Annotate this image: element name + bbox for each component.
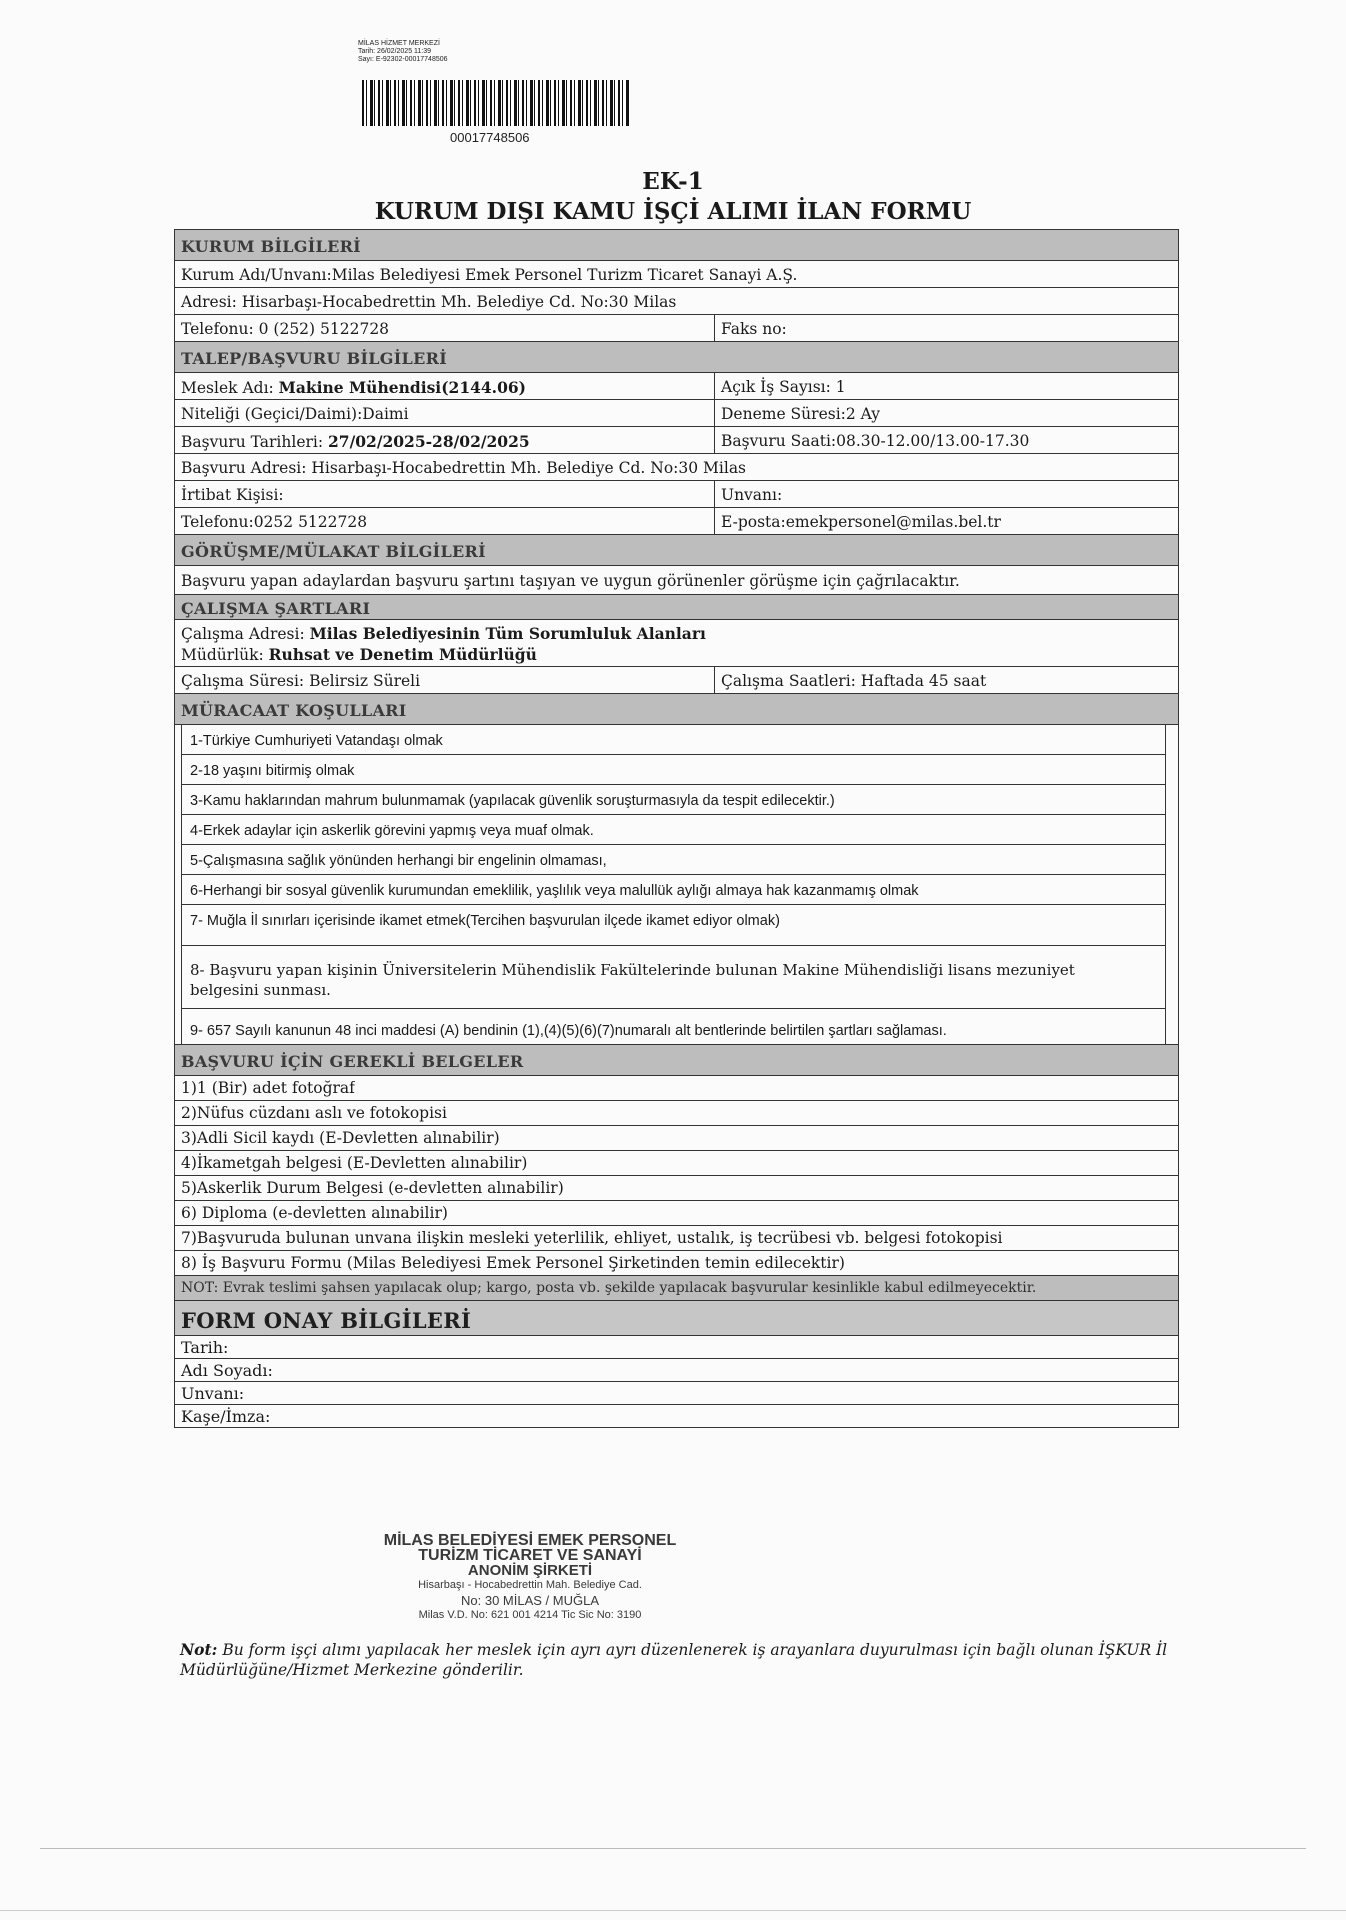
onay-tarih: Tarih:	[181, 1338, 229, 1357]
document-item: 5)Askerlik Durum Belgesi (e-devletten alınabilir)	[181, 1179, 564, 1197]
section-header-talep: TALEP/BAŞVURU BİLGİLERİ	[175, 342, 1178, 373]
form-title: KURUM DIŞI KAMU İŞÇİ ALIMI İLAN FORMU	[374, 198, 972, 225]
seal-line: Milas V.D. No: 621 001 4214 Tic Sic No: 3190	[418, 1609, 642, 1621]
condition-item: 8- Başvuru yapan kişinin Üniversitelerin Mühendislik Fakültelerinde bulunan Makine Mühendisliği lisans mezuniyet belgesini sunması.	[182, 946, 1165, 1009]
calisma-suresi: Çalışma Süresi: Belirsiz Süreli	[175, 667, 715, 693]
condition-item: 9- 657 Sayılı kanunun 48 inci maddesi (A) bendinin (1),(4)(5)(6)(7)numaralı alt bentlerinde belirtilen şartları sağlaması.	[190, 1023, 947, 1039]
announcement-form	[174, 229, 1179, 1428]
annex-title: EK-1	[642, 168, 704, 195]
footnote-label: Not:	[180, 1640, 218, 1659]
nitelik: Niteliği (Geçici/Daimi):Daimi	[175, 400, 715, 426]
section-header-belgeler: BAŞVURU İÇİN GEREKLİ BELGELER	[175, 1044, 1178, 1076]
document-item: 8) İş Başvuru Formu (Milas Belediyesi Emek Personel Şirketinden temin edilecektir)	[181, 1254, 845, 1272]
onay-kase: Kaşe/İmza:	[181, 1407, 271, 1426]
document-item: 1)1 (Bir) adet fotoğraf	[181, 1079, 355, 1097]
onay-adsoyad: Adı Soyadı:	[181, 1361, 273, 1380]
kurum-name: Kurum Adı/Unvanı:Milas Belediyesi Emek Personel Turizm Ticaret Sanayi A.Ş.	[181, 266, 798, 284]
section-header-muracaat: MÜRACAAT KOŞULLARI	[175, 694, 1178, 725]
documents-note: NOT: Evrak teslimi şahsen yapılacak olup; kargo, posta vb. şekilde yapılacak başvurular kesinlikle kabul edilmeyecektir.	[175, 1276, 1178, 1301]
seal-line: TURİZM TİCARET VE SANAYİ	[418, 1547, 642, 1564]
irtibat-kisisi: İrtibat Kişisi:	[175, 481, 715, 507]
barcode-number: 00017748506	[450, 130, 530, 145]
condition-item: 2-18 yaşını bitirmiş olmak	[182, 755, 1165, 785]
seal-line: Hisarbaşı - Hocabedrettin Mah. Belediye Cad.	[418, 1579, 642, 1591]
document-item: 4)İkametgah belgesi (E-Devletten alınabilir)	[181, 1154, 528, 1172]
deneme-suresi: Deneme Süresi:2 Ay	[721, 405, 880, 423]
seal-line: MİLAS BELEDİYESİ EMEK PERSONEL	[383, 1532, 677, 1549]
section-header-calisma: ÇALIŞMA ŞARTLARI	[175, 595, 1178, 620]
calisma-saatleri: Çalışma Saatleri: Haftada 45 saat	[721, 672, 987, 690]
mudurluk-label: Müdürlük:	[181, 646, 269, 664]
condition-item: 3-Kamu haklarından mahrum bulunmamak (yapılacak güvenlik soruşturmasıyla da tespit edilecektir.)	[182, 785, 1165, 815]
basvuru-tarihleri	[175, 427, 715, 453]
document-item: 6) Diploma (e-devletten alınabilir)	[181, 1204, 448, 1222]
kurum-address: Adresi: Hisarbaşı-Hocabedrettin Mh. Belediye Cd. No:30 Milas	[181, 293, 677, 311]
meslek-value: Makine Mühendisi(2144.06)	[278, 378, 526, 397]
seal-line: No: 30 MİLAS / MUĞLA	[461, 1593, 599, 1608]
calisma-adresi-value: Milas Belediyesinin Tüm Sorumluluk Alanları	[309, 624, 706, 643]
acik-is-sayisi: Açık İş Sayısı: 1	[721, 378, 846, 396]
condition-item: 6-Herhangi bir sosyal güvenlik kurumundan emeklilik, yaşlılık veya malullük aylığı almaya hak kazanmamış olmak	[182, 875, 1165, 905]
irtibat-eposta: E-posta:emekpersonel@milas.bel.tr	[721, 513, 1001, 531]
tarih-value: 27/02/2025-28/02/2025	[328, 432, 530, 451]
irtibat-telefon: Telefonu:0252 5122728	[175, 508, 715, 534]
mudurluk	[175, 643, 537, 666]
gorusme-text: Başvuru yapan adaylardan başvuru şartını taşıyan ve uygun görünenler görüşme için çağrılacaktır.	[181, 572, 960, 590]
kurum-fax: Faks no:	[721, 320, 787, 338]
approval-fields	[175, 1336, 1178, 1427]
condition-item: 4-Erkek adaylar için askerlik görevini yapmış veya muaf olmak.	[182, 815, 1165, 845]
footnote	[180, 1640, 1180, 1680]
section-header-kurum: KURUM BİLGİLERİ	[175, 230, 1178, 261]
irtibat-unvan: Unvanı:	[721, 486, 783, 504]
footnote-text: Bu form işçi alımı yapılacak her meslek için ayrı ayrı düzenlenerek iş arayanlara duyurulması için bağlı olunan İŞKUR İl Müdürlüğüne/Hizmet Merkezine gönderilir.	[180, 1641, 1168, 1679]
condition-item: 5-Çalışmasına sağlık yönünden herhangi bir engelinin olmaması,	[182, 845, 1165, 875]
tarih-label: Başvuru Tarihleri:	[181, 433, 329, 451]
seal-line: ANONİM ŞİRKETİ	[467, 1562, 593, 1579]
registry-number: Sayı: E-92302-00017748506	[358, 56, 448, 63]
section-header-gorusme: GÖRÜŞME/MÜLAKAT BİLGİLERİ	[175, 535, 1178, 566]
registry-office: MİLAS HİZMET MERKEZİ	[358, 40, 440, 47]
calisma-adresi-label: Çalışma Adresi:	[181, 625, 310, 643]
registry-date: Tarih: 26/02/2025 11:39	[358, 48, 432, 55]
company-seal	[350, 1533, 710, 1623]
onay-unvan: Unvanı:	[181, 1384, 245, 1403]
section-header-onay: FORM ONAY BİLGİLERİ	[175, 1301, 1178, 1336]
documents-list	[175, 1076, 1178, 1276]
meslek-field	[175, 373, 715, 399]
calisma-adresi	[175, 620, 706, 643]
basvuru-saati: Başvuru Saati:08.30-12.00/13.00-17.30	[721, 432, 1030, 450]
conditions-list	[181, 725, 1166, 1044]
document-item: 3)Adli Sicil kaydı (E-Devletten alınabilir)	[181, 1129, 500, 1147]
document-item: 2)Nüfus cüzdanı aslı ve fotokopisi	[181, 1104, 447, 1122]
document-item: 7)Başvuruda bulunan unvana ilişkin mesleki yeterlilik, ehliyet, ustalık, iş tecrübesi vb. belgesi fotokopisi	[181, 1229, 1003, 1247]
registry-stamp	[358, 40, 448, 64]
barcode	[362, 80, 630, 126]
basvuru-adresi: Başvuru Adresi: Hisarbaşı-Hocabedrettin Mh. Belediye Cd. No:30 Milas	[181, 459, 747, 477]
kurum-phone: Telefonu: 0 (252) 5122728	[175, 315, 715, 341]
scan-edge-line	[40, 1848, 1306, 1849]
meslek-label: Meslek Adı:	[181, 379, 279, 397]
condition-item: 7- Muğla İl sınırları içerisinde ikamet etmek(Tercihen başvurulan ilçede ikamet ediyor olmak)	[182, 905, 1165, 946]
mudurluk-value: Ruhsat ve Denetim Müdürlüğü	[268, 645, 537, 664]
condition-item: 1-Türkiye Cumhuriyeti Vatandaşı olmak	[182, 725, 1165, 755]
scan-edge-line	[0, 1910, 1346, 1911]
